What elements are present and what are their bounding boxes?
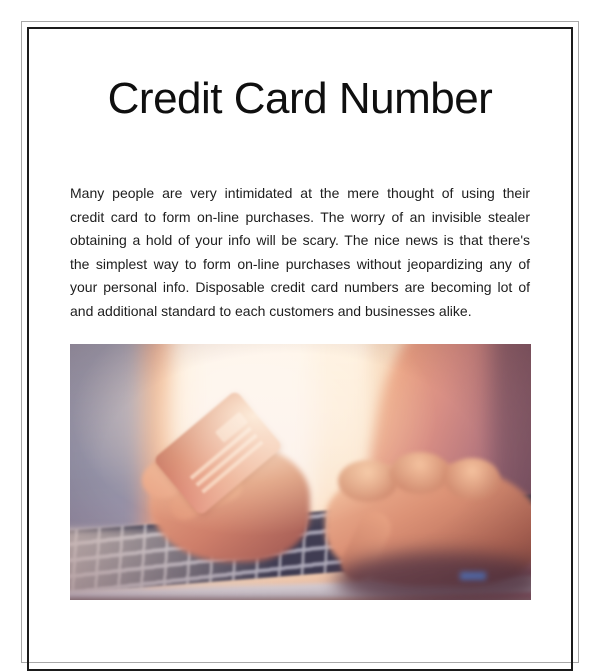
paragraph-line: credit card to form on-line purchases. The worry of an invisible stealer xyxy=(70,208,530,225)
credit-card-photo xyxy=(70,344,531,600)
paragraph-line: your personal info. Disposable credit card numbers are becoming lot of xyxy=(70,279,530,296)
paragraph-line: and additional standard to each customers and businesses alike. xyxy=(70,302,472,319)
page-title: Credit Card Number xyxy=(107,74,493,123)
paragraph-line: the simplest way to form on-line purchases without jeopardizing any of xyxy=(70,255,530,272)
paragraph-line: obtaining a hold of your info will be scary. The nice news is that there's xyxy=(70,232,530,249)
vignette-overlay xyxy=(70,344,531,600)
article-paragraph xyxy=(70,182,530,324)
paragraph-line: Many people are very intimidated at the mere thought of using their xyxy=(70,185,530,201)
